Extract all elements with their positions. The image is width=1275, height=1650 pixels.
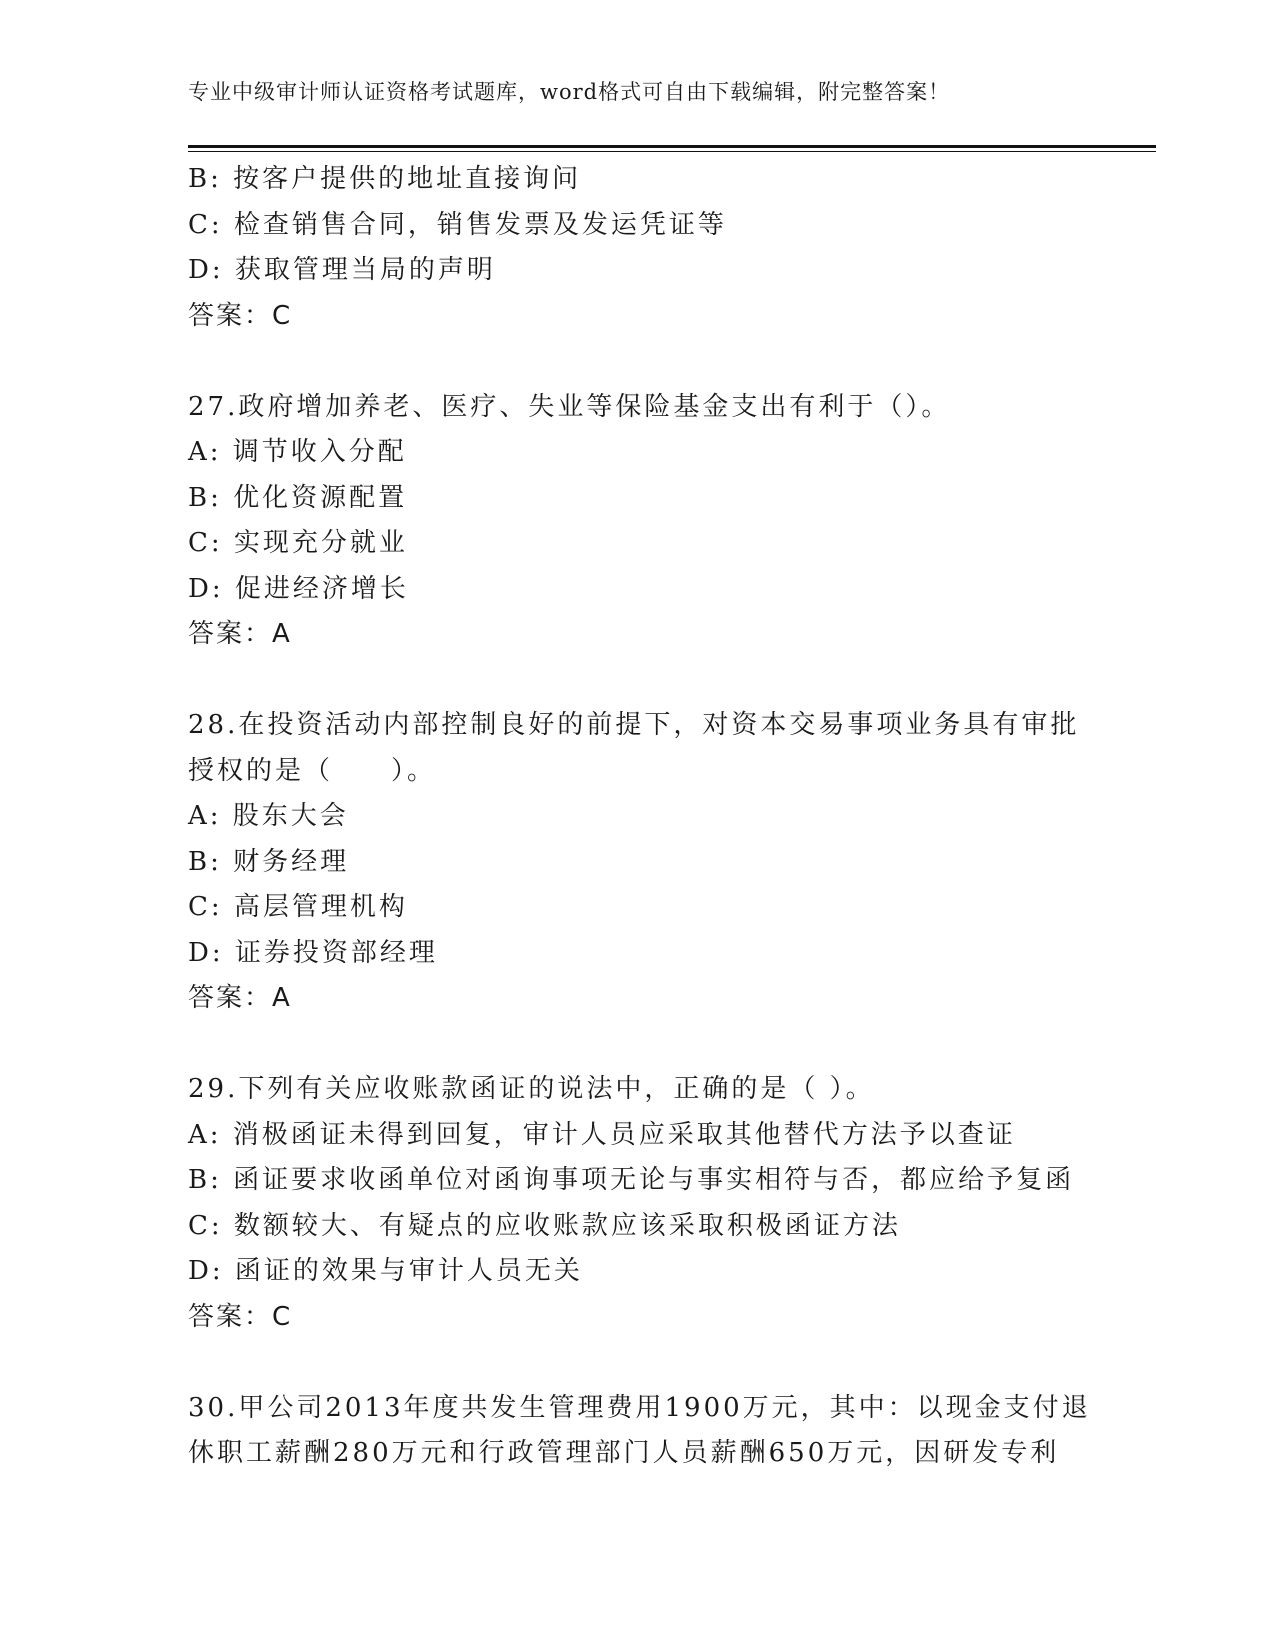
header-rule-thin bbox=[188, 151, 1156, 152]
question-stem-continued: 休职工薪酬280万元和行政管理部门人员薪酬650万元，因研发专利 bbox=[188, 1438, 1060, 1468]
spacer bbox=[188, 1340, 1088, 1386]
option-b: B: 函证要求收函单位对函询事项无论与事实相符与否，都应给予复函 bbox=[188, 1165, 1075, 1195]
spacer bbox=[188, 339, 1088, 385]
question-stem: 27.政府增加养老、医疗、失业等保险基金支出有利于（）。 bbox=[188, 391, 951, 422]
option-a: A: 股东大会 bbox=[188, 801, 349, 831]
option-c: C: 高层管理机构 bbox=[188, 892, 408, 922]
option-d: D: 获取管理当局的声明 bbox=[188, 255, 496, 285]
question-stem-continued: 授权的是（ ）。 bbox=[188, 755, 437, 786]
option-b: B: 优化资源配置 bbox=[188, 482, 408, 513]
spacer bbox=[188, 658, 1088, 704]
option-c: C: 检查销售合同，销售发票及发运凭证等 bbox=[188, 209, 727, 240]
option-b: B: 按客户提供的地址直接询问 bbox=[188, 164, 582, 194]
question-30 bbox=[188, 1386, 1091, 1477]
answer: 答案：C bbox=[188, 300, 293, 331]
question-29 bbox=[188, 1067, 1088, 1340]
question-28 bbox=[188, 703, 1088, 1022]
question-27 bbox=[188, 385, 1088, 658]
option-d: D: 函证的效果与审计人员无关 bbox=[188, 1256, 583, 1286]
spacer bbox=[188, 1022, 1088, 1068]
question-stem: 29.下列有关应收账款函证的说法中，正确的是（ ）。 bbox=[188, 1074, 875, 1104]
page-header: 专业中级审计师认证资格考试题库，word格式可自由下载编辑，附完整答案！ bbox=[188, 80, 951, 104]
question-stem: 28.在投资活动内部控制良好的前提下，对资本交易事项业务具有审批 bbox=[188, 710, 1080, 740]
option-d: D: 促进经济增长 bbox=[188, 573, 409, 604]
option-c: C: 实现充分就业 bbox=[188, 528, 408, 558]
option-c: C: 数额较大、有疑点的应收账款应该采取积极函证方法 bbox=[188, 1210, 901, 1241]
option-a: A: 调节收入分配 bbox=[188, 437, 407, 467]
question-26-tail bbox=[188, 157, 1088, 339]
answer: 答案：A bbox=[188, 619, 292, 649]
option-b: B: 财务经理 bbox=[188, 846, 350, 877]
answer: 答案：C bbox=[188, 1301, 293, 1332]
option-a: A: 消极函证未得到回复，审计人员应采取其他替代方法予以查证 bbox=[188, 1119, 1016, 1150]
option-d: D: 证券投资部经理 bbox=[188, 937, 438, 968]
question-list bbox=[188, 157, 1091, 1477]
header-rule-thick bbox=[188, 145, 1156, 148]
answer: 答案：A bbox=[188, 983, 292, 1013]
question-stem: 30.甲公司2013年度共发生管理费用1900万元，其中：以现金支付退 bbox=[188, 1392, 1091, 1423]
